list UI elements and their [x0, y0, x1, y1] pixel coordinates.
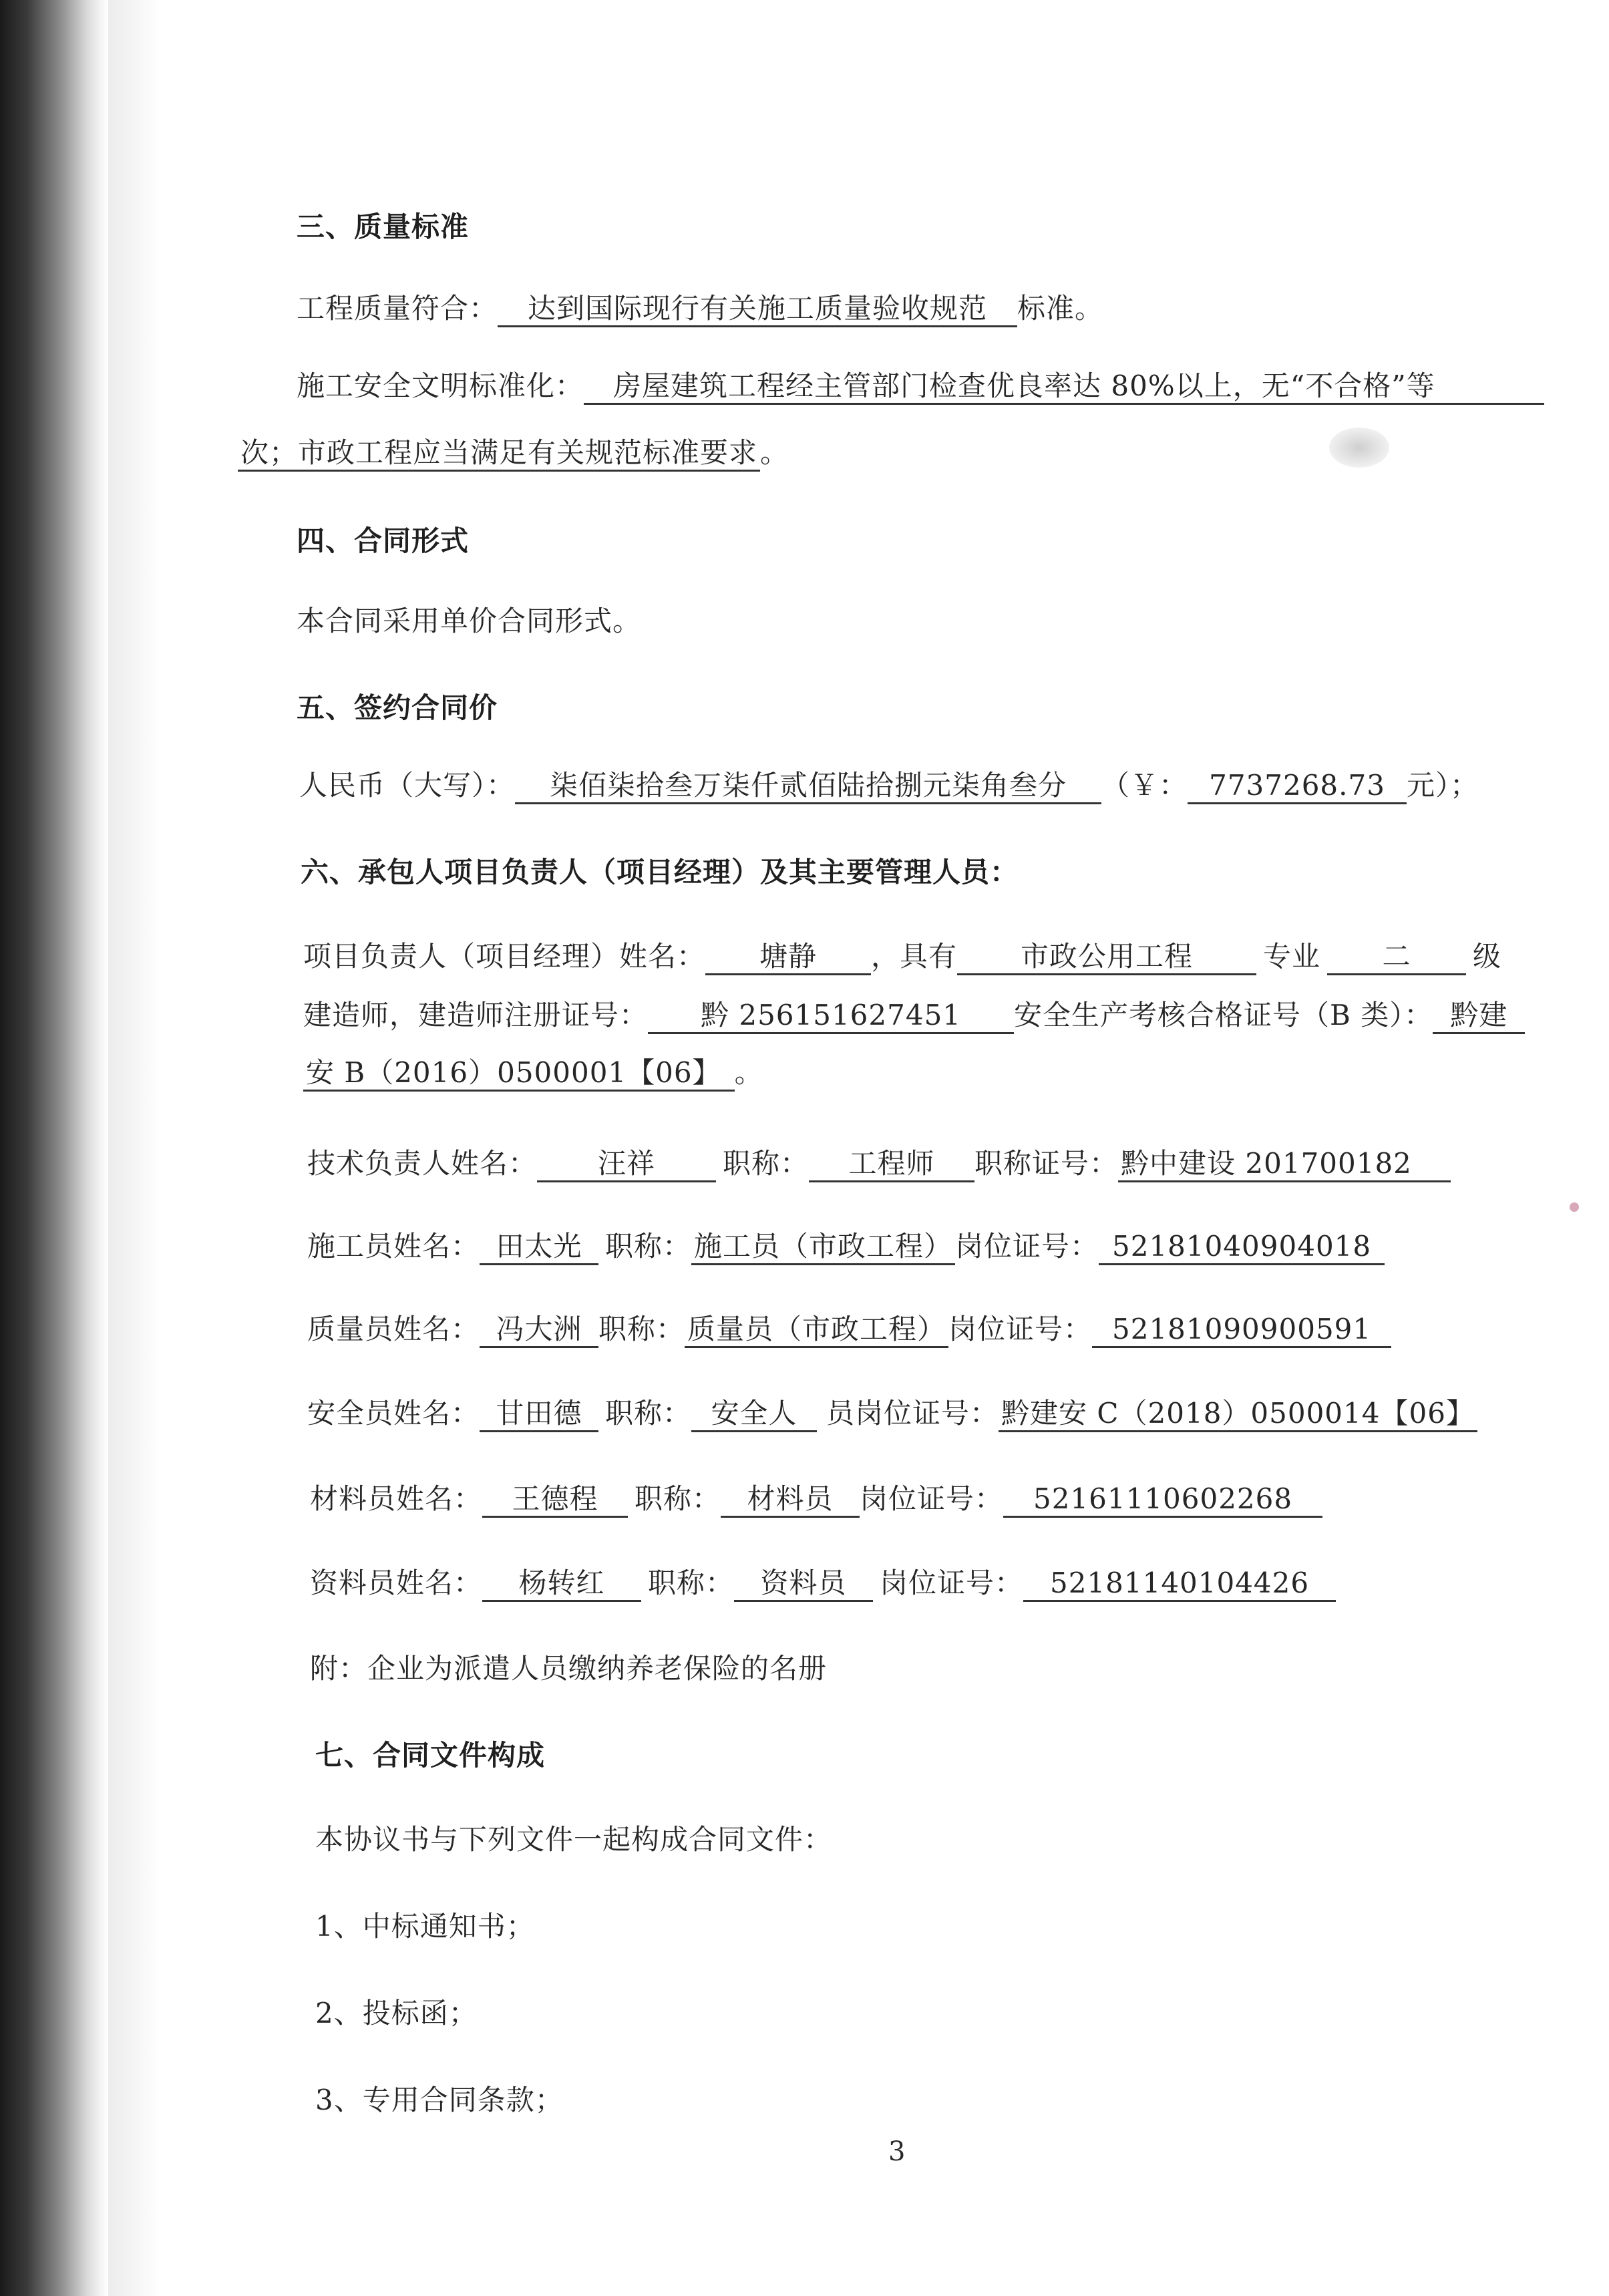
- tech-lead-line: [307, 1144, 1451, 1184]
- document-staff-name: 杨转红: [482, 1567, 641, 1602]
- pm-builder-label: 建造师，建造师注册证号：: [303, 999, 649, 1031]
- construction-cert-number: 52181040904018: [1099, 1230, 1385, 1265]
- construction-cert-label: 岗位证号：: [955, 1230, 1099, 1263]
- quality-staff-name: 冯大洲: [480, 1313, 598, 1348]
- pm-have-text: ，具有: [871, 940, 958, 973]
- tech-lead-title: 工程师: [809, 1147, 974, 1182]
- pm-name-label: 项目负责人（项目经理）姓名：: [303, 940, 706, 973]
- construction-title-label: 职称：: [605, 1230, 692, 1263]
- safety-staff-line: [307, 1393, 1477, 1434]
- safety-standard-end: 。: [760, 436, 789, 469]
- material-staff-title: 材料员: [721, 1482, 860, 1518]
- contract-price-line: [299, 766, 1479, 806]
- material-title-label: 职称：: [635, 1482, 721, 1515]
- safety-staff-name: 甘田德: [480, 1397, 598, 1432]
- pm-level-suffix: 级: [1473, 940, 1502, 973]
- quality-standard-value: 达到国际现行有关施工质量验收规范: [498, 292, 1017, 327]
- document-cert-label: 岗位证号：: [880, 1567, 1024, 1599]
- pm-safety-cert-2: 安 B（2016）0500001【06】: [303, 1056, 735, 1092]
- material-cert-number: 52161110602268: [1003, 1482, 1322, 1518]
- contract-doc-item: 2、投标函；: [315, 1997, 478, 2029]
- contract-doc-item: 1、中标通知书；: [315, 1910, 535, 1943]
- quality-staff-line: [307, 1309, 1391, 1349]
- pm-line-end: 。: [734, 1056, 763, 1089]
- construction-staff-name: 田太光: [480, 1230, 598, 1265]
- section-7-heading: 七、合同文件构成: [315, 1739, 546, 1772]
- safety-standard-line-2: [238, 433, 789, 473]
- section-3-heading: 三、质量标准: [297, 210, 470, 243]
- document-staff-label: 资料员姓名：: [310, 1567, 483, 1599]
- material-staff-line: [310, 1479, 1322, 1519]
- document-staff-line: [310, 1563, 1336, 1603]
- scan-binding-shadow: [0, 0, 108, 2296]
- material-staff-name: 王德程: [482, 1482, 628, 1518]
- safety-standard-line-1: [297, 366, 1544, 406]
- safety-standard-value-1: 房屋建筑工程经主管部门检查优良率达 80%以上，无“不合格”等: [584, 369, 1544, 405]
- pm-name: 塘静: [705, 940, 871, 975]
- tech-cert-label: 职称证号：: [974, 1147, 1119, 1180]
- rmb-amount-digits: 7737268.73: [1188, 769, 1407, 804]
- rmb-mid: （￥：: [1101, 769, 1188, 802]
- rmb-label: 人民币（大写）：: [299, 769, 516, 802]
- safety-staff-label: 安全员姓名：: [307, 1397, 480, 1430]
- safety-staff-title: 安全人: [691, 1397, 817, 1432]
- tech-title-label: 职称：: [723, 1147, 810, 1180]
- document-staff-title: 资料员: [734, 1567, 873, 1602]
- scan-smudge: [1329, 428, 1389, 468]
- rmb-suffix: 元）；: [1407, 769, 1479, 802]
- section-5-heading: 五、签约合同价: [297, 691, 498, 724]
- quality-standard-suffix: 标准。: [1017, 292, 1104, 325]
- safety-standard-value-2: 次；市政工程应当满足有关规范标准要求: [238, 436, 760, 472]
- pm-line-1: [303, 937, 1501, 977]
- safety-cert-number: 黔建安 C（2018）0500014【06】: [999, 1397, 1477, 1432]
- pm-specialty: 市政公用工程: [957, 940, 1256, 975]
- safety-title-label: 职称：: [605, 1397, 692, 1430]
- quality-staff-label: 质量员姓名：: [307, 1313, 480, 1345]
- pm-line-2: [303, 995, 1525, 1035]
- construction-staff-label: 施工员姓名：: [307, 1230, 480, 1263]
- tech-cert-number: 黔中建设 201700182: [1118, 1147, 1451, 1182]
- quality-standard-line: [297, 289, 1103, 329]
- attachment-note: 附：企业为派遣人员缴纳养老保险的名册: [310, 1652, 828, 1685]
- construction-staff-title: 施工员（市政工程）: [691, 1230, 955, 1265]
- quality-cert-label: 岗位证号：: [948, 1313, 1093, 1345]
- document-title-label: 职称：: [648, 1567, 735, 1599]
- pm-line-3: [303, 1053, 763, 1093]
- construction-staff-line: [307, 1226, 1385, 1267]
- quality-title-label: 职称：: [598, 1313, 685, 1345]
- pm-safety-cert-label: 安全生产考核合格证号（B 类）：: [1014, 999, 1433, 1031]
- quality-standard-label: 工程质量符合：: [297, 292, 498, 325]
- pm-safety-cert-1: 黔建: [1433, 999, 1525, 1034]
- material-cert-label: 岗位证号：: [860, 1482, 1004, 1515]
- document-cert-number: 52181140104426: [1023, 1567, 1336, 1602]
- quality-staff-title: 质量员（市政工程）: [685, 1313, 948, 1348]
- contract-docs-intro: 本协议书与下列文件一起构成合同文件：: [315, 1823, 833, 1856]
- page-number: 3: [888, 2136, 906, 2167]
- rmb-amount-words: 柒佰柒拾叁万柒仟贰佰陆拾捌元柒角叁分: [515, 769, 1101, 804]
- section-4-heading: 四、合同形式: [297, 524, 470, 557]
- pm-major-text: 专业: [1263, 940, 1321, 973]
- contract-form-text: 本合同采用单价合同形式。: [297, 605, 642, 637]
- quality-cert-number: 52181090900591: [1092, 1313, 1391, 1348]
- contract-doc-item: 3、专用合同条款；: [315, 2084, 564, 2116]
- material-staff-label: 材料员姓名：: [310, 1482, 483, 1515]
- tech-lead-label: 技术负责人姓名：: [307, 1147, 538, 1180]
- scan-edge-fade: [108, 0, 162, 2296]
- pm-registration-number: 黔 256151627451: [648, 999, 1014, 1034]
- safety-standard-label: 施工安全文明标准化：: [297, 369, 584, 402]
- section-6-heading: 六、承包人项目负责人（项目经理）及其主要管理人员：: [301, 856, 1019, 888]
- tech-lead-name: 汪祥: [537, 1147, 716, 1182]
- safety-cert-label: 员岗位证号：: [826, 1397, 999, 1430]
- pm-level: 二: [1327, 940, 1466, 975]
- scan-smudge: [1570, 1202, 1579, 1212]
